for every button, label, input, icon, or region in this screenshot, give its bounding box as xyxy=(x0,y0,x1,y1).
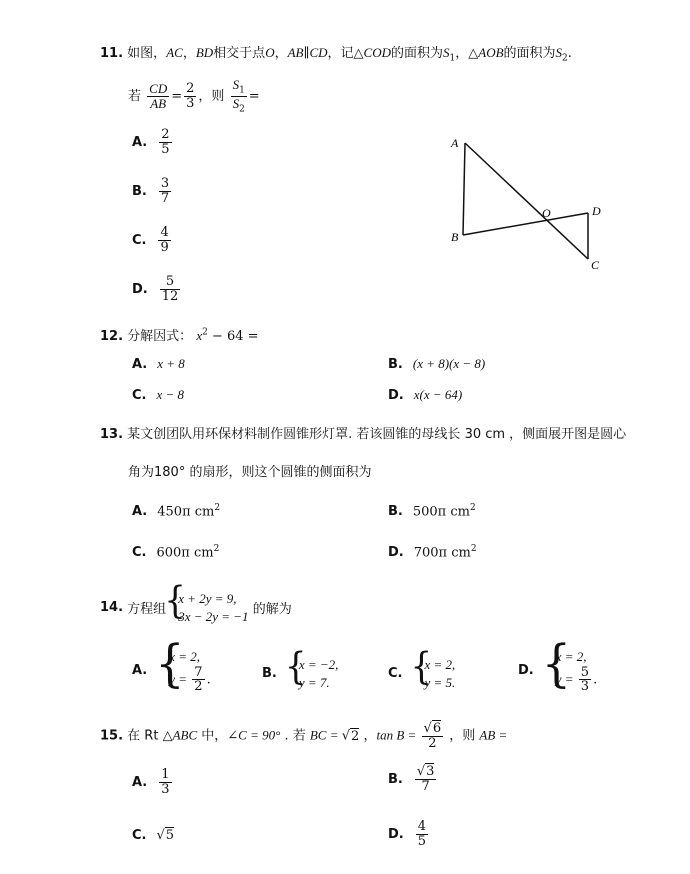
q12-option-d[interactable]: D. x(x − 64) xyxy=(388,387,463,403)
q11-option-c[interactable]: C. $\frac{4}{9}$ xyxy=(132,225,169,255)
q14-option-b[interactable]: B. { x = −2, y = 7. xyxy=(262,656,338,691)
q11-option-a[interactable]: A. $\frac{2}{5}$ xyxy=(132,127,170,157)
q14-option-c[interactable]: C. { x = 2, y = 5. xyxy=(388,656,455,691)
q13-option-b[interactable]: B. 500π $cm^2$ xyxy=(388,503,476,520)
q15-option-c[interactable]: C. √5 xyxy=(132,828,175,843)
q13-option-a[interactable]: A. 450π $cm^2$ xyxy=(132,503,221,520)
q15-option-a[interactable]: A. $\frac{1}{3}$ xyxy=(132,767,170,797)
label-c: C xyxy=(591,258,600,272)
q14-option-d[interactable]: D. { x = 2, y = $\frac{5}{3}$ . xyxy=(518,648,597,694)
question-12-stem: 12. 分解因式： $x^2 - 64$ = xyxy=(100,327,259,344)
question-13-stem-cont: 角为180° 的扇形，则这个圆锥的侧面积为 xyxy=(128,465,372,480)
segment-bd xyxy=(463,213,588,235)
q15-option-d[interactable]: D. $\frac{4}{5}$ xyxy=(388,819,427,849)
fraction-s1-s2: $\frac{S_1}{S_2}$ xyxy=(232,77,245,115)
q11-triangle-figure xyxy=(445,135,615,275)
q11-option-d[interactable]: D. $\frac{5}{12}$ xyxy=(132,274,179,304)
q11-option-b[interactable]: B. $\frac{3}{7}$ xyxy=(132,176,170,206)
question-number: 11. xyxy=(100,46,124,61)
question-11-condition: 若 $\frac{CD}{AB}$ = $\frac{2}{3}$ ，则 $\frac{S_1}{S_2}$ = xyxy=(128,77,260,115)
q12-option-c[interactable]: C. x − 8 xyxy=(132,387,185,403)
q12-option-a[interactable]: A. x + 8 xyxy=(132,356,185,372)
fraction-cd-ab: $\frac{CD}{AB}$ xyxy=(149,81,168,112)
fraction-two-thirds: $\frac{2}{3}$ xyxy=(186,81,195,112)
question-15-stem: 15. 在 Rt △ABC 中，∠C = 90° . 若 BC = √2 ，tan B = $\frac{√6}{2}$ ，则 AB = xyxy=(100,721,508,751)
q15-option-b[interactable]: B. $\frac{√3}{7}$ xyxy=(388,764,435,794)
label-d: D xyxy=(592,204,601,218)
label-b: B xyxy=(451,230,459,244)
question-11-stem: 11. 如图，AC，BD相交于点O，AB∥CD，记△COD的面积为$S_1$，△AOB的面积为$S_2$. xyxy=(100,45,572,64)
q12-option-b[interactable]: B. (x + 8)(x − 8) xyxy=(388,356,486,372)
equation-system: { x + 2y = 9, 3x − 2y = −1 xyxy=(166,590,248,625)
q13-option-c[interactable]: C. 600π $cm^2$ xyxy=(132,544,220,561)
q13-option-d[interactable]: D. 700π $cm^2$ xyxy=(388,544,477,561)
label-a: A xyxy=(451,136,459,150)
q14-option-a[interactable]: A. { x = 2, y = $\frac{7}{2}$ . xyxy=(132,648,211,694)
label-o: O xyxy=(542,206,551,220)
segment-ac xyxy=(465,143,588,259)
question-13-stem: 13. 某文创团队用环保材料制作圆锥形灯罩. 若该圆锥的母线长 30 cm ，侧面展开图是圆心 xyxy=(100,427,627,442)
question-14-stem: 14. 方程组 { x + 2y = 9, 3x − 2y = −1 的解为 xyxy=(100,590,292,625)
segment-ab xyxy=(463,143,465,235)
